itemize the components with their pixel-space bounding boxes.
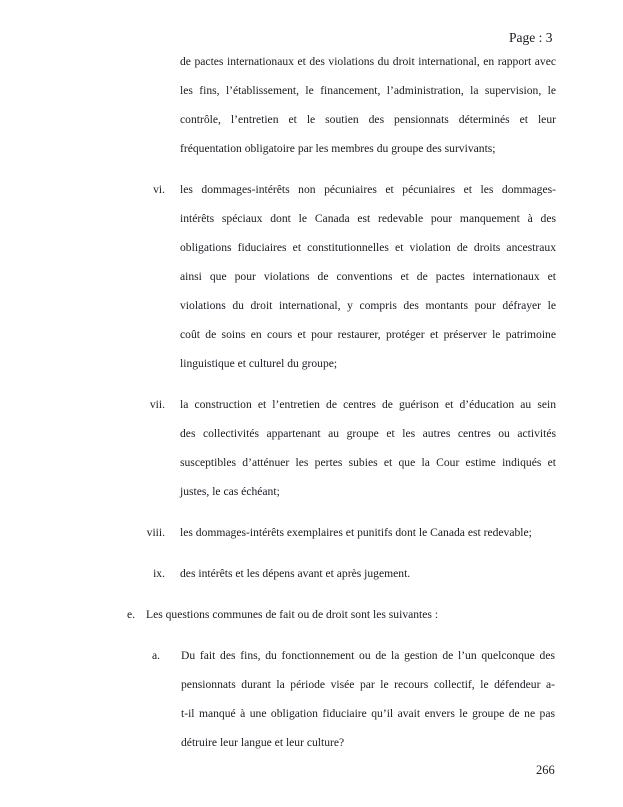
text-line: contrôle, l’entretien et le soutien des pensionnats déterminés et leur — [180, 113, 556, 126]
list-item-text — [180, 390, 556, 506]
list-item-viii — [127, 518, 623, 547]
list-item-vii — [127, 390, 623, 506]
text-line: violations du droit international, y compris des montants pour défrayer le — [180, 299, 556, 312]
text-line: les dommages-intérêts non pécuniaires et pécuniaires et les dommages- — [180, 183, 556, 196]
text-line: des collectivités appartenant au groupe et les autres centres ou activités — [180, 427, 556, 440]
page-number: 266 — [536, 763, 555, 777]
text-line: des intérêts et les dépens avant et après jugement. — [180, 567, 411, 580]
page-header — [509, 29, 553, 47]
text-line: ainsi que pour violations de conventions et de pactes internationaux et — [180, 270, 556, 283]
text-line: justes, le cas échéant; — [180, 485, 280, 498]
page-footer — [536, 762, 555, 778]
text-line: linguistique et culturel du groupe; — [180, 357, 338, 370]
list-item-e — [127, 600, 623, 629]
list-item-text — [180, 175, 556, 378]
list-marker-vi: vi. — [153, 183, 165, 196]
text-line: la construction et l’entretien de centres de guérison et d’éducation au sein — [180, 398, 556, 411]
list-item-a — [152, 641, 623, 757]
list-item-text — [181, 641, 555, 757]
text-line: détruire leur langue et leur culture? — [181, 736, 345, 749]
list-item-ix — [127, 559, 623, 588]
text-line: fréquentation obligatoire par les membres du groupe des survivants; — [180, 142, 496, 155]
document-body — [0, 47, 623, 757]
text-line: les fins, l’établissement, le financement, l’administration, la supervision, le — [180, 84, 556, 97]
list-item-text — [180, 518, 556, 547]
page-header-label: Page : 3 — [509, 30, 553, 45]
text-line: intérêts spéciaux dont le Canada est redevable pour manquement à des — [180, 212, 556, 225]
text-line: coût de soins en cours et pour restaurer, protéger et préserver le patrimoine — [180, 328, 556, 341]
list-marker-viii: viii. — [146, 526, 165, 539]
list-marker-e: e. — [127, 608, 136, 621]
list-item-text — [180, 559, 556, 588]
list-marker-a: a. — [152, 649, 161, 662]
text-line: les dommages-intérêts exemplaires et punitifs dont le Canada est redevable; — [180, 526, 532, 539]
text-line: obligations fiduciaires et constitutionnelles et violation de droits ancestraux — [180, 241, 556, 254]
continuation-paragraph — [180, 47, 556, 163]
list-marker-vii: vii. — [149, 398, 165, 411]
list-item-text — [146, 600, 555, 629]
text-line: pensionnats durant la période visée par le recours collectif, le défendeur a- — [181, 678, 555, 691]
text-line: de pactes internationaux et des violations du droit international, en rapport avec — [180, 55, 556, 68]
text-line: t-il manqué à une obligation fiduciaire qu’il avait envers le groupe de ne pas — [181, 707, 555, 720]
text-line: susceptibles d’atténuer les pertes subies et que la Cour estime indiqués et — [180, 456, 556, 469]
text-line: Du fait des fins, du fonctionnement ou de la gestion de l’un quelconque des — [181, 649, 555, 662]
text-line: Les questions communes de fait ou de droit sont les suivantes : — [146, 608, 439, 621]
list-item-vi — [127, 175, 623, 378]
list-marker-ix: ix. — [153, 567, 165, 580]
